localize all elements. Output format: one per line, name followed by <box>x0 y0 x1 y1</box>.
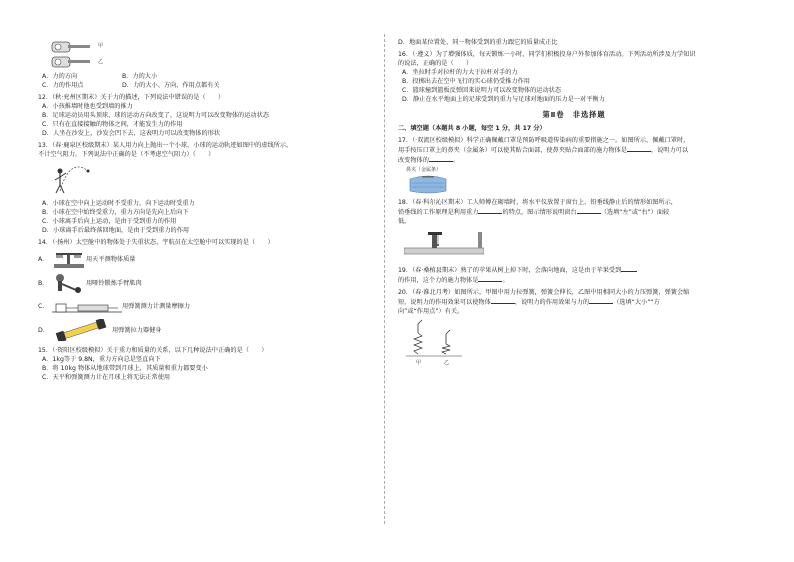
q20-line2-text-b: ，说明力的作用效果与力的 <box>514 299 590 306</box>
q15-option-c[interactable]: C．天平和弹簧测力计在月球上将无法正常使用 <box>42 374 171 381</box>
q17-line3-text-a: 改变物体的 <box>398 157 429 164</box>
q17-line2-text-b: ，说明力可以 <box>650 147 689 154</box>
q14-letter-c: C． <box>38 302 49 310</box>
q14-option-b-text: 用哑铃锻炼手臂肌肉 <box>86 279 142 287</box>
question-19 <box>398 265 750 285</box>
q14-letter-a: A． <box>38 255 49 263</box>
q12-stem: 12．（秋·兖州区期末）关于力的描述，下列说法中错误的是（ ） <box>38 94 225 101</box>
q14-stem: 14．（·扬州）太空舱中的物体处于失重状态，宇航员在太空舱中可以实现的是（ ） <box>38 239 274 246</box>
q18-line3: 低。 <box>398 218 411 225</box>
q12-option-d[interactable]: D．人坐在沙发上，沙发会凹下去，这表明力可以改变物体的形状 <box>42 130 221 137</box>
q16-option-d[interactable]: D．静止在水平地面上的足球受到的重力与足球对地面的压力是一对平衡力 <box>402 96 605 103</box>
q19-line1-text: 19．（春·桑植县期末）熟了的苹果从树上掉下时，会落向地面，这是由于苹果受到 <box>398 267 622 274</box>
q16-stem-line2: 的说法，正确的是（ ） <box>398 60 473 67</box>
q13-option-b[interactable]: B．小球在空中始终受重力，重力方向是先向上后向下 <box>42 209 189 216</box>
question-17 <box>398 136 750 195</box>
question-16 <box>398 50 750 104</box>
q13-stem-line1: 13．（春·鹿泉区校级期末）某人用力向上抛出一个小球，小球的运动轨迹如图中的虚线所示， <box>38 142 293 149</box>
q19-line2-text-b: 。 <box>502 277 509 284</box>
q19-line2 <box>398 275 750 285</box>
q19-line1 <box>398 265 750 275</box>
q15-stem: 15．（·资阳区校级模拟）关于重力和质量的关系，以下几种说法中正确的是（ ） <box>38 347 268 354</box>
q11-option-b[interactable]: B．力的大小 <box>122 73 158 80</box>
q15-option-d[interactable]: D．地面某位置处，同一物体受到的重力跟它的质量成正比 <box>398 39 558 46</box>
q15-option-a[interactable]: A．1kg等于 9.8N，重力方向总是竖直向下 <box>42 356 161 363</box>
dumbbell-arm-icon <box>52 272 86 294</box>
spring-expander-icon <box>52 319 112 341</box>
q13-option-c[interactable]: C．小球离手后向上运动，是由于受到重力的作用 <box>42 218 177 225</box>
q20-line2-text-c: （选填“大小”“方 <box>613 299 660 306</box>
question-18 <box>398 198 750 262</box>
q17-line2-text-a: 用手按压口罩上的鼻夹（金属条）可以使其贴合面部，使鼻夹贴合面部的施力物体是 <box>398 147 627 154</box>
q17-blank-2[interactable] <box>429 155 453 162</box>
q11-label-a: 甲 <box>98 43 104 49</box>
q20-label-a: 甲 <box>416 360 422 366</box>
q16-option-b[interactable]: B．投掷出去在空中飞行的实心球仍受推力作用 <box>402 78 530 85</box>
balance-scale-icon <box>52 248 86 270</box>
q17-line3 <box>398 155 750 165</box>
q11-option-c[interactable]: C．力的作用点 <box>42 82 84 89</box>
spring-scale-block-icon <box>52 297 122 315</box>
q11-figure <box>46 40 368 70</box>
q18-figure <box>404 228 750 262</box>
question-14 <box>38 238 368 343</box>
q11-options-row2 <box>38 81 368 90</box>
q18-line2 <box>398 207 750 217</box>
question-20 <box>398 288 750 366</box>
q20-label-b: 乙 <box>444 360 450 366</box>
q16-option-a[interactable]: A．坐拉时手对拉杆的力大于拉杆对手的力 <box>402 69 518 76</box>
q19-blank-2[interactable] <box>478 275 502 282</box>
q14-option-c[interactable] <box>38 295 368 317</box>
q17-blank-1[interactable] <box>627 145 651 152</box>
ball-throw-figure-icon <box>46 161 96 197</box>
left-column <box>38 38 368 385</box>
q16-stem-line1: 16．（·遵义）为了增强体质，每天锻炼一小时，同学们积极投身户外参加体育活动。下列活动所涉及力学知识 <box>398 51 696 58</box>
q19-blank-1[interactable] <box>621 265 637 272</box>
q11-label-b: 乙 <box>98 59 104 65</box>
q13-figure <box>46 161 368 197</box>
fill-in-heading: 二、填空题（本题共 8 小题，每空 1 分，共 17 分） <box>398 125 546 132</box>
q14-letter-d: D． <box>38 326 49 334</box>
q18-line2-text-a: 铅垂线的工作原理是利用重力 <box>398 209 479 216</box>
q18-line2-text-b: 的特点，图示情形说明窗台 <box>502 209 577 216</box>
q13-option-d[interactable]: D．小球离手后最终落回地面，是由于受到重力的作用 <box>42 227 190 234</box>
q13-stem-line2: 不计空气阻力。下列说法中正确的是（不考虑空气阻力）（ ） <box>38 151 215 158</box>
spring-press-pull-icon <box>406 318 466 358</box>
q14-option-a[interactable] <box>38 247 368 271</box>
q15-option-b[interactable]: B．将 10kg 物体从地球带到月球上，其质量和重力都要变小 <box>42 365 208 372</box>
q17-line1: 17．（·双流区校级模拟）科学正确佩戴口罩是预防呼吸道传染病的重要措施之一。如图所示，佩戴口罩时， <box>398 137 690 144</box>
q20-figure <box>406 318 750 366</box>
q20-line2-text-a: 短，说明力的作用效果可以使物体 <box>398 299 491 306</box>
question-12 <box>38 93 368 138</box>
q13-option-a[interactable]: A．小球在空中向上运动时不受重力，向下运动时受重力 <box>42 200 195 207</box>
q14-option-b[interactable] <box>38 271 368 295</box>
q12-option-c[interactable]: C．只有在直接接触的物体之间，才能发生力的作用 <box>42 121 183 128</box>
question-13 <box>38 141 368 235</box>
right-column <box>398 38 750 369</box>
q14-option-a-text: 用天平测物体质量 <box>86 255 136 263</box>
column-divider <box>384 34 385 524</box>
q12-option-a[interactable]: A．小孩推墙时他也受到墙的推力 <box>42 103 133 110</box>
q17-fig-label: 鼻夹（金属条） <box>406 167 442 173</box>
q14-letter-b: B． <box>38 279 49 287</box>
q19-line2-text-a: 的作用，这个力的施力物体是 <box>398 277 479 284</box>
face-mask-icon <box>406 173 450 195</box>
q11-option-d[interactable]: D．力的大小、方向、作用点都有关 <box>122 82 220 89</box>
level-plumb-line-icon <box>404 228 484 260</box>
q20-line1: 20．（春·淮北月考）如图所示，甲图中用力拉弹簧，弹簧会伸长，乙图中用相同大小的力压弹簧，弹簧会缩 <box>398 289 690 296</box>
q18-blank-2[interactable] <box>577 207 601 214</box>
q20-blank-2[interactable] <box>589 297 613 304</box>
q16-option-c[interactable]: C．篮球撞到篮板反弹回来说明力可以改变物体的运动状态 <box>402 87 562 94</box>
q12-option-b[interactable]: B．足球运动员用头顶球，球的运动方向改变了，这说明力可以改变物体的运动状态 <box>42 112 269 119</box>
q20-line3: 向”或“作用点”）有关。 <box>398 308 464 315</box>
q17-line3-text-b: 。 <box>452 157 460 164</box>
q17-figure <box>406 167 750 195</box>
q14-option-d-text: 用弹簧拉力器健身 <box>112 326 162 334</box>
q18-line2-text-c: （选填“左”或“右”）面较 <box>600 209 670 216</box>
q18-line1: 18．（春·科尔沁区期末）工人师傅在砌墙时，将水平仪放置于窗台上，铅垂线静止后的情形如图所示， <box>398 199 677 206</box>
q14-option-c-text: 用弹簧测力计测量摩擦力 <box>122 302 191 310</box>
section-title: 第Ⅱ卷 非选择题 <box>542 110 606 119</box>
q11-options-row1 <box>38 72 368 81</box>
question-15 <box>38 346 368 382</box>
q20-line2 <box>398 297 750 307</box>
q20-blank-1[interactable] <box>491 297 515 304</box>
q17-line2 <box>398 145 750 155</box>
q11-option-a[interactable]: A．力的方向 <box>42 73 78 80</box>
q18-blank-1[interactable] <box>478 207 502 214</box>
q14-option-d[interactable] <box>38 317 368 343</box>
